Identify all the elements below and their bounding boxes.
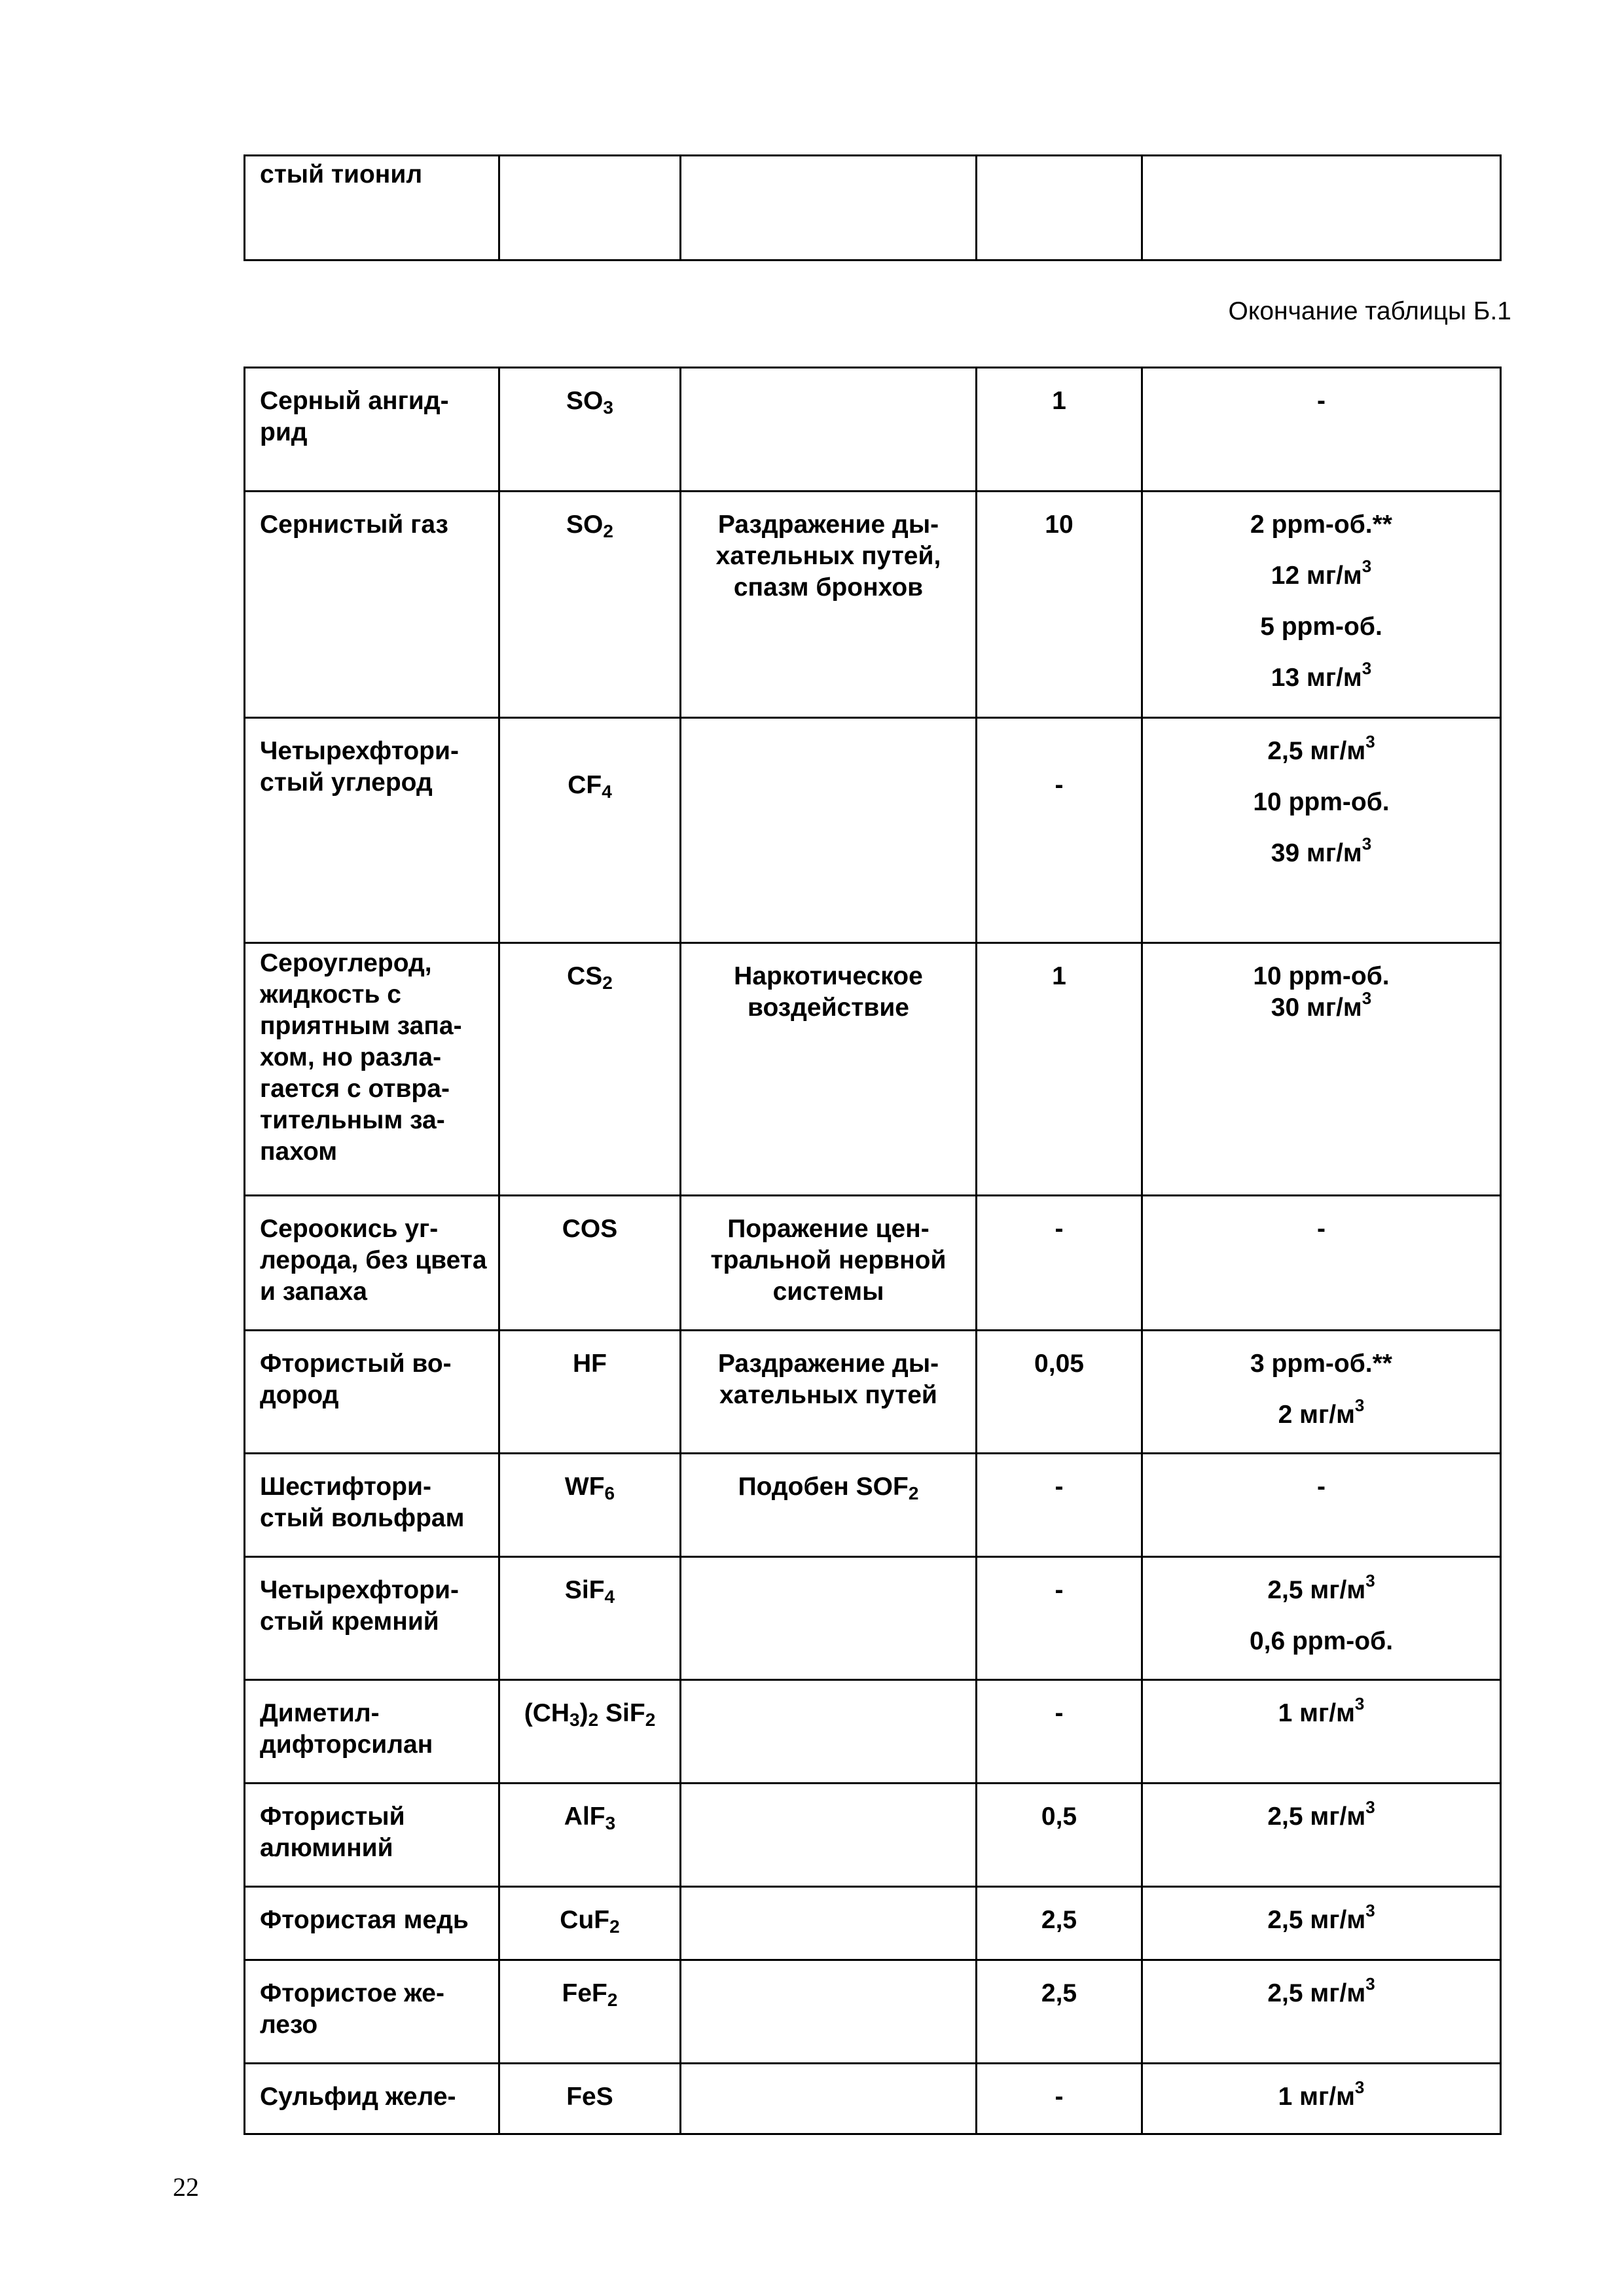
- table-row: [245, 1784, 1501, 1887]
- limits: -: [1142, 1454, 1501, 1557]
- formula: $WF_6$: [499, 1454, 681, 1557]
- formula: FeS: [499, 2064, 681, 2134]
- limits: 2,5 $мг/м^3$ 0,6 ppm-об.: [1142, 1557, 1501, 1680]
- table-row: [245, 1960, 1501, 2064]
- substance-name: Фтористая медь: [245, 1887, 499, 1960]
- effect: [681, 1680, 977, 1784]
- effect: Поражение цен-тральной нервной системы: [681, 1196, 977, 1331]
- table-row: [245, 1331, 1501, 1454]
- effect: [681, 1887, 977, 1960]
- limits: 1 $мг/м^3$: [1142, 1680, 1501, 1784]
- page-number: 22: [173, 2172, 199, 2202]
- limits: 2 ppm-об.** 12 $мг/м^3$ 5 ppm-об. 13 $мг/м^3$: [1142, 492, 1501, 718]
- limits: 2,5 $мг/м^3$: [1142, 1960, 1501, 2064]
- formula: HF: [499, 1331, 681, 1454]
- value: -: [977, 1196, 1142, 1331]
- limits: 1 $мг/м^3$: [1142, 2064, 1501, 2134]
- limits-cell: [1142, 156, 1501, 260]
- substance-name: Диметил-дифторсилан: [245, 1680, 499, 1784]
- formula-cell: [499, 156, 681, 260]
- substance-name: Шестифтори-стый вольфрам: [245, 1454, 499, 1557]
- substance-name: Фтористый во-дород: [245, 1331, 499, 1454]
- table-row: [245, 368, 1501, 492]
- table-row: [245, 718, 1501, 943]
- table-row: [245, 1557, 1501, 1680]
- effect: [681, 1784, 977, 1887]
- limits: 2,5 $мг/м^3$: [1142, 1784, 1501, 1887]
- formula: $CF_4$: [499, 718, 681, 943]
- table-continuation-fragment: [244, 154, 1502, 261]
- table-row: [245, 1680, 1501, 1784]
- substances-table: [244, 367, 1502, 2135]
- table-row: [245, 156, 1501, 260]
- limits: 2,5 $мг/м^3$: [1142, 1887, 1501, 1960]
- value: -: [977, 2064, 1142, 2134]
- limits: 10 ppm-об. 30 $мг/м^3$: [1142, 943, 1501, 1196]
- value-cell: [977, 156, 1142, 260]
- substance-name: Сероокись уг-лерода, без цвета и запаха: [245, 1196, 499, 1331]
- effect: Наркотическое воздействие: [681, 943, 977, 1196]
- formula: $SO_2$: [499, 492, 681, 718]
- effect-cell: [681, 156, 977, 260]
- table-caption: Окончание таблицы Б.1: [1228, 297, 1511, 325]
- table-row: [245, 1887, 1501, 1960]
- effect: [681, 1557, 977, 1680]
- table-row: [245, 1454, 1501, 1557]
- value: 2,5: [977, 1960, 1142, 2064]
- formula: $CS_2$: [499, 943, 681, 1196]
- formula: SiF$_4$: [499, 1557, 681, 1680]
- substance-name: Фтористое же-лезо: [245, 1960, 499, 2064]
- value: 0,5: [977, 1784, 1142, 1887]
- formula: $(CH_3)_2$ SiF$_2$: [499, 1680, 681, 1784]
- table-row: [245, 943, 1501, 1196]
- effect: [681, 718, 977, 943]
- value: 2,5: [977, 1887, 1142, 1960]
- substance-name: Сернистый газ: [245, 492, 499, 718]
- value: 1: [977, 368, 1142, 492]
- effect: Подобен $SOF_2$: [681, 1454, 977, 1557]
- substance-name: Четырехфтори-стый углерод: [245, 718, 499, 943]
- value: -: [977, 1454, 1142, 1557]
- formula: AlF$_3$: [499, 1784, 681, 1887]
- limits: 3 ppm-об.** 2 $мг/м^3$: [1142, 1331, 1501, 1454]
- substance-name: Серный ангид-рид: [245, 368, 499, 492]
- value: 1: [977, 943, 1142, 1196]
- substance-name: Четырехфтори-стый кремний: [245, 1557, 499, 1680]
- formula: COS: [499, 1196, 681, 1331]
- substance-name: Сульфид желе-: [245, 2064, 499, 2134]
- value: 0,05: [977, 1331, 1142, 1454]
- value: -: [977, 1680, 1142, 1784]
- limits: -: [1142, 368, 1501, 492]
- substance-name: стый тионил: [245, 156, 499, 260]
- formula: CuF$_2$: [499, 1887, 681, 1960]
- effect: [681, 2064, 977, 2134]
- effect: [681, 1960, 977, 2064]
- limits: -: [1142, 1196, 1501, 1331]
- formula: $SO_3$: [499, 368, 681, 492]
- effect: Раздражение ды-хательных путей, спазм бронхов: [681, 492, 977, 718]
- effect: Раздражение ды-хательных путей: [681, 1331, 977, 1454]
- substance-name: Фтористый алюминий: [245, 1784, 499, 1887]
- table-row: [245, 1196, 1501, 1331]
- value: -: [977, 718, 1142, 943]
- substance-name: Сероуглерод, жидкость с приятным запа-хом, но разла-гается с отвра-тительным за-пахом: [245, 943, 499, 1196]
- effect: [681, 368, 977, 492]
- limits: 2,5 $мг/м^3$ 10 ppm-об. 39 $мг/м^3$: [1142, 718, 1501, 943]
- table-row: [245, 492, 1501, 718]
- formula: FeF$_2$: [499, 1960, 681, 2064]
- value: -: [977, 1557, 1142, 1680]
- value: 10: [977, 492, 1142, 718]
- table-row: [245, 2064, 1501, 2134]
